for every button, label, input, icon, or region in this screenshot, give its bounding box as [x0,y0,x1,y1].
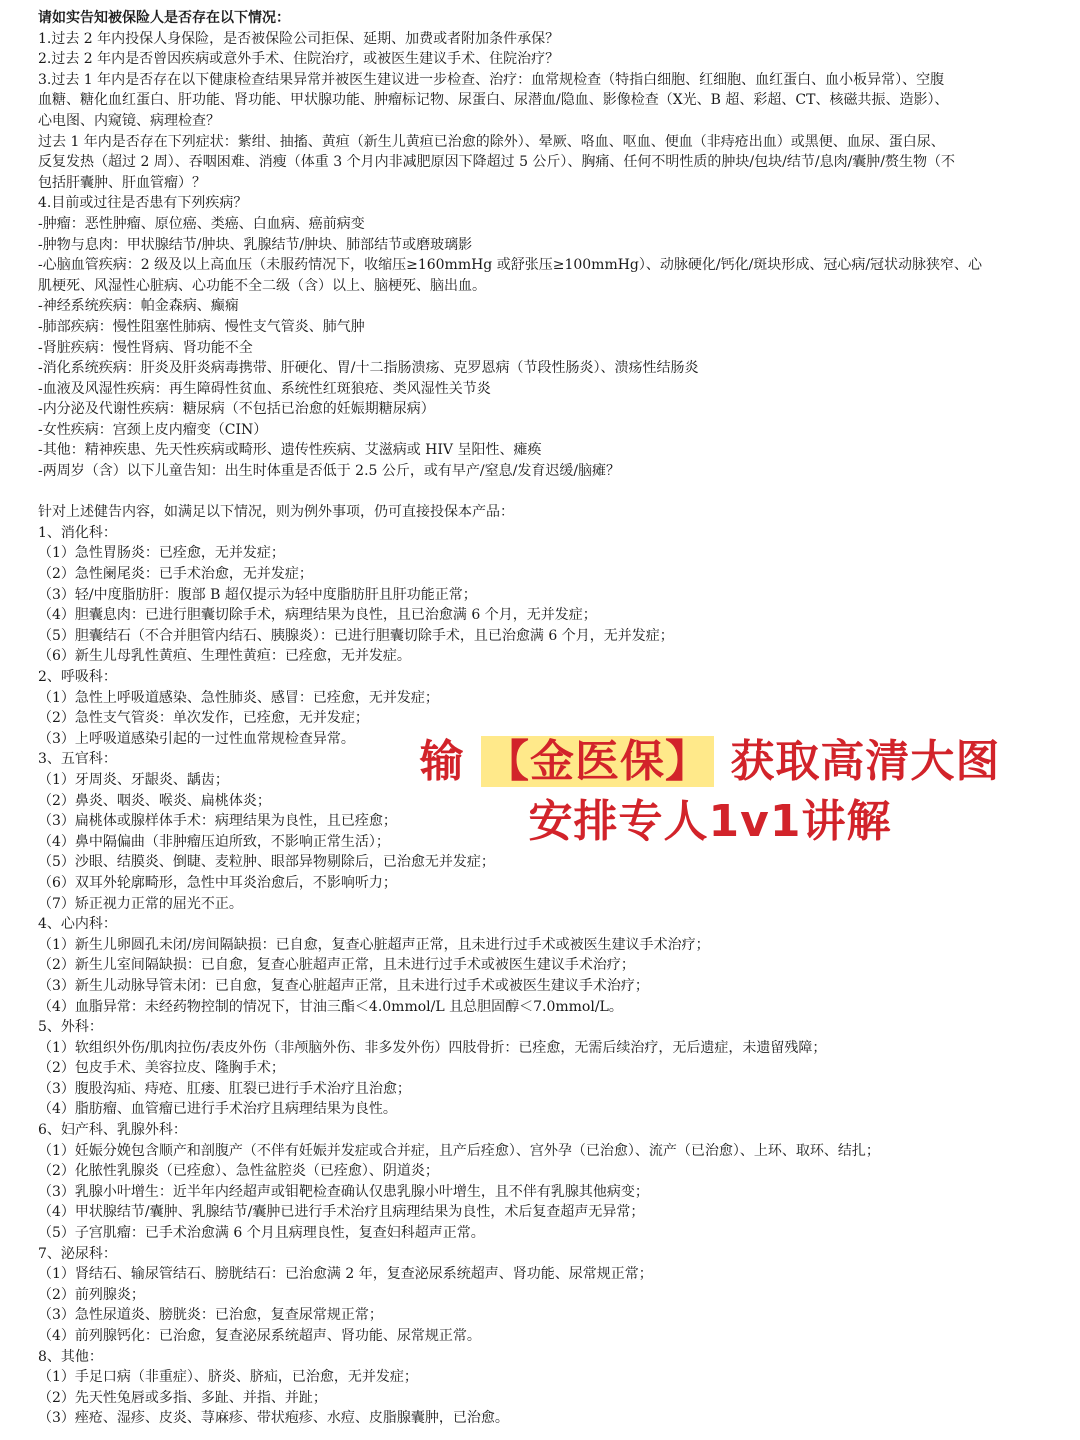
notice-line [38,482,1038,503]
notice-line: （2）化脓性乳腺炎（已痊愈）、急性盆腔炎（已痊愈）、阴道炎； [38,1163,439,1180]
promo-line-1 [400,732,1020,792]
notice-line: （5）沙眼、结膜炎、倒睫、麦粒肿、眼部异物剔除后，已治愈无并发症； [38,854,495,871]
notice-line: -女性疾病：宫颈上皮内瘤变（CIN） [38,421,268,438]
notice-line: （3）痤疮、湿疹、皮炎、荨麻疹、带状疱疹、水痘、皮脂腺囊肿，已治愈。 [38,1410,509,1427]
notice-heading: 请如实告知被保险人是否存在以下情况： [38,10,290,26]
notice-line: -肺部疾病：慢性阻塞性肺病、慢性支气管炎、肺气肿 [38,318,365,335]
notice-line: （2）先天性兔唇或多指、多趾、并指、并趾； [38,1389,327,1406]
promo-line-2: 安排专人1v1讲解 [528,796,892,847]
notice-lines [38,8,1038,1429]
notice-line: （5）子宫肌瘤：已手术治愈满 6 个月且病理良性，复查妇科超声正常。 [38,1225,485,1242]
notice-line: （3）乳腺小叶增生：近半年内经超声或钼靶检查确认仅患乳腺小叶增生，且不伴有乳腺其他病变； [38,1183,649,1200]
notice-line: 3、五官科： [38,751,117,768]
notice-line: （2）急性支气管炎：单次发作，已痊愈，无并发症； [38,710,369,727]
promo-overlay [400,732,1020,852]
notice-line: （6）新生儿母乳性黄疸、生理性黄疸：已痊愈，无并发症。 [38,648,411,665]
notice-line: -消化系统疾病：肝炎及肝炎病毒携带、肝硬化、胃/十二指肠溃疡、克罗恩病（节段性肠炎）、溃疡性结肠炎 [38,360,699,377]
notice-line: （4）血脂异常：未经药物控制的情况下，甘油三酯＜4.0mmol/L 且总胆固醇＜7.0mmol/L。 [38,998,623,1015]
notice-line: -神经系统疾病：帕金森病、癫痫 [38,298,239,315]
notice-line: （1）急性胃肠炎：已痊愈，无并发症； [38,545,285,562]
notice-line: （2）鼻炎、咽炎、喉炎、扁桃体炎； [38,792,271,809]
notice-line: 反复发热（超过 2 周）、吞咽困难、消瘦（体重 3 个月内非减肥原因下降超过 5 公斤）、胸痛、任何不明性质的肿块/包块/结节/息肉/囊肿/赘生物（不 [38,154,956,171]
notice-line: （3）腹股沟疝、痔疮、肛瘘、肛裂已进行手术治疗且治愈； [38,1080,411,1097]
notice-line: （3）轻/中度脂肪肝：腹部 B 超仅提示为轻中度脂肪肝且肝功能正常； [38,586,477,603]
notice-line: 8、其他： [38,1348,103,1365]
notice-line: （4）甲状腺结节/囊肿、乳腺结节/囊肿已进行手术治疗且病理结果为良性，术后复查超声无异常； [38,1204,645,1221]
notice-line: 1.过去 2 年内投保人身保险，是否被保险公司拒保、延期、加费或者附加条件承保？ [38,30,560,47]
notice-line: 过去 1 年内是否存在下列症状：紫绀、抽搐、黄疸（新生儿黄疸已治愈的除外）、晕厥、咯血、呕血、便血（非痔疮出血）或黑便、血尿、蛋白尿、 [38,133,945,150]
notice-line: 4.目前或过往是否患有下列疾病？ [38,195,248,212]
notice-line: 心电图、内窥镜、病理检查？ [38,112,220,129]
notice-line: 包括肝囊肿、肝血管瘤）？ [38,174,206,191]
notice-line: -肿物与息肉：甲状腺结节/肿块、乳腺结节/肿块、肺部结节或磨玻璃影 [38,236,473,253]
notice-line: （7）矫正视力正常的屈光不正。 [38,895,243,912]
notice-line: （5）胆囊结石（不合并胆管内结石、胰腺炎）：已进行胆囊切除手术，且已治愈满 6 个月，无并发症； [38,627,674,644]
notice-line: （4）鼻中隔偏曲（非肿瘤压迫所致，不影响正常生活）； [38,833,390,850]
notice-line: 4、心内科： [38,916,117,933]
notice-line: 1、消化科： [38,524,117,541]
promo-keyword-highlight: 【金医保】 [481,736,714,787]
notice-line: （2）新生儿室间隔缺损：已自愈，复查心脏超声正常，且未进行过手术或被医生建议手术治疗； [38,957,635,974]
notice-line: 5、外科： [38,1019,103,1036]
notice-line: 7、泌尿科： [38,1245,117,1262]
notice-line: -其他：精神疾患、先天性疾病或畸形、遗传性疾病、艾滋病或 HIV 呈阳性、瘫痪 [38,442,542,459]
notice-line: （3）上呼吸道感染引起的一过性血常规检查异常。 [38,730,355,747]
notice-line: （1）急性上呼吸道感染、急性肺炎、感冒：已痊愈，无并发症； [38,689,439,706]
notice-line: 6、妇产科、乳腺外科： [38,1122,187,1139]
notice-line: -心脑血管疾病：2 级及以上高血压（未服药情况下，收缩压≥160mmHg 或舒张压≥100mmHg）、动脉硬化/钙化/斑块形成、冠心病/冠状动脉狭窄、心 [38,257,983,274]
notice-line: （6）双耳外轮廓畸形，急性中耳炎治愈后，不影响听力； [38,874,397,891]
notice-line: 3.过去 1 年内是否存在以下健康检查结果异常并被医生建议进一步检查、治疗：血常规检查（特指白细胞、红细胞、血红蛋白、血小板异常）、空腹 [38,71,945,88]
notice-line: -血液及风湿性疾病：再生障碍性贫血、系统性红斑狼疮、类风湿性关节炎 [38,380,491,397]
notice-line: -肿瘤：恶性肿瘤、原位癌、类癌、白血病、癌前病变 [38,215,365,232]
notice-line: -肾脏疾病：慢性肾病、肾功能不全 [38,339,253,356]
notice-line: （4）胆囊息肉：已进行胆囊切除手术，病理结果为良性，且已治愈满 6 个月，无并发症； [38,607,597,624]
notice-line: （1）肾结石、输尿管结石、膀胱结石：已治愈满 2 年，复查泌尿系统超声、肾功能、尿常规正常； [38,1266,653,1283]
notice-line: -内分泌及代谢性疾病：糖尿病（不包括已治愈的妊娠期糖尿病） [38,401,435,418]
promo-suffix: 获取高清大图 [730,736,1001,787]
notice-line: 2、呼吸科： [38,669,117,685]
notice-line: （2）包皮手术、美容拉皮、隆胸手术； [38,1060,285,1077]
notice-line: （4）脂肪瘤、血管瘤已进行手术治疗且病理结果为良性。 [38,1101,397,1118]
notice-line: （1）手足口病（非重症）、脐炎、脐疝，已治愈，无并发症； [38,1369,418,1386]
notice-line: 2.过去 2 年内是否曾因疾病或意外手术、住院治疗，或被医生建议手术、住院治疗？ [38,51,560,68]
notice-line: （2）前列腺炎； [38,1286,145,1303]
notice-line: 血糖、糖化血红蛋白、肝功能、肾功能、甲状腺功能、肿瘤标记物、尿蛋白、尿潜血/隐血、影像检查（X光、B 超、彩超、CT、核磁共振、造影）、 [38,92,949,109]
health-notice-document [38,8,1038,1429]
notice-line: （3）急性尿道炎、膀胱炎：已治愈，复查尿常规正常； [38,1307,383,1324]
notice-line: （1）妊娠分娩包含顺产和剖腹产（不伴有妊娠并发症或合并症，且产后痊愈）、宫外孕（已治愈）、流产（已治愈）、上环、取环、结扎； [38,1142,880,1159]
notice-line: 针对上述健告内容，如满足以下情况，则为例外事项，仍可直接投保本产品： [38,504,514,521]
notice-line: （1）软组织外伤/肌肉拉伤/表皮外伤（非颅脑外伤、非多发外伤）四肢骨折：已痊愈，无需后续治疗，无后遗症，未遗留残障； [38,1039,827,1056]
promo-prefix: 输 [419,736,465,787]
notice-line: （3）新生儿动脉导管未闭：已自愈，复查心脏超声正常，且未进行过手术或被医生建议手术治疗； [38,977,649,994]
notice-line: （1）牙周炎、牙龈炎、龋齿； [38,771,229,788]
notice-line: （4）前列腺钙化：已治愈，复查泌尿系统超声、肾功能、尿常规正常。 [38,1328,481,1344]
notice-line: 肌梗死、风湿性心脏病、心功能不全二级（含）以上、脑梗死、脑出血。 [38,277,486,294]
notice-line: （3）扁桃体或腺样体手术：病理结果为良性，且已痊愈； [38,813,397,830]
notice-line: -两周岁（含）以下儿童告知：出生时体重是否低于 2.5 公斤，或有早产/窒息/发育迟缓/脑瘫？ [38,463,621,480]
notice-line: （2）急性阑尾炎：已手术治愈，无并发症； [38,566,313,583]
notice-line: （1）新生儿卵圆孔未闭/房间隔缺损：已自愈，复查心脏超声正常，且未进行过手术或被医生建议手术治疗； [38,936,710,953]
